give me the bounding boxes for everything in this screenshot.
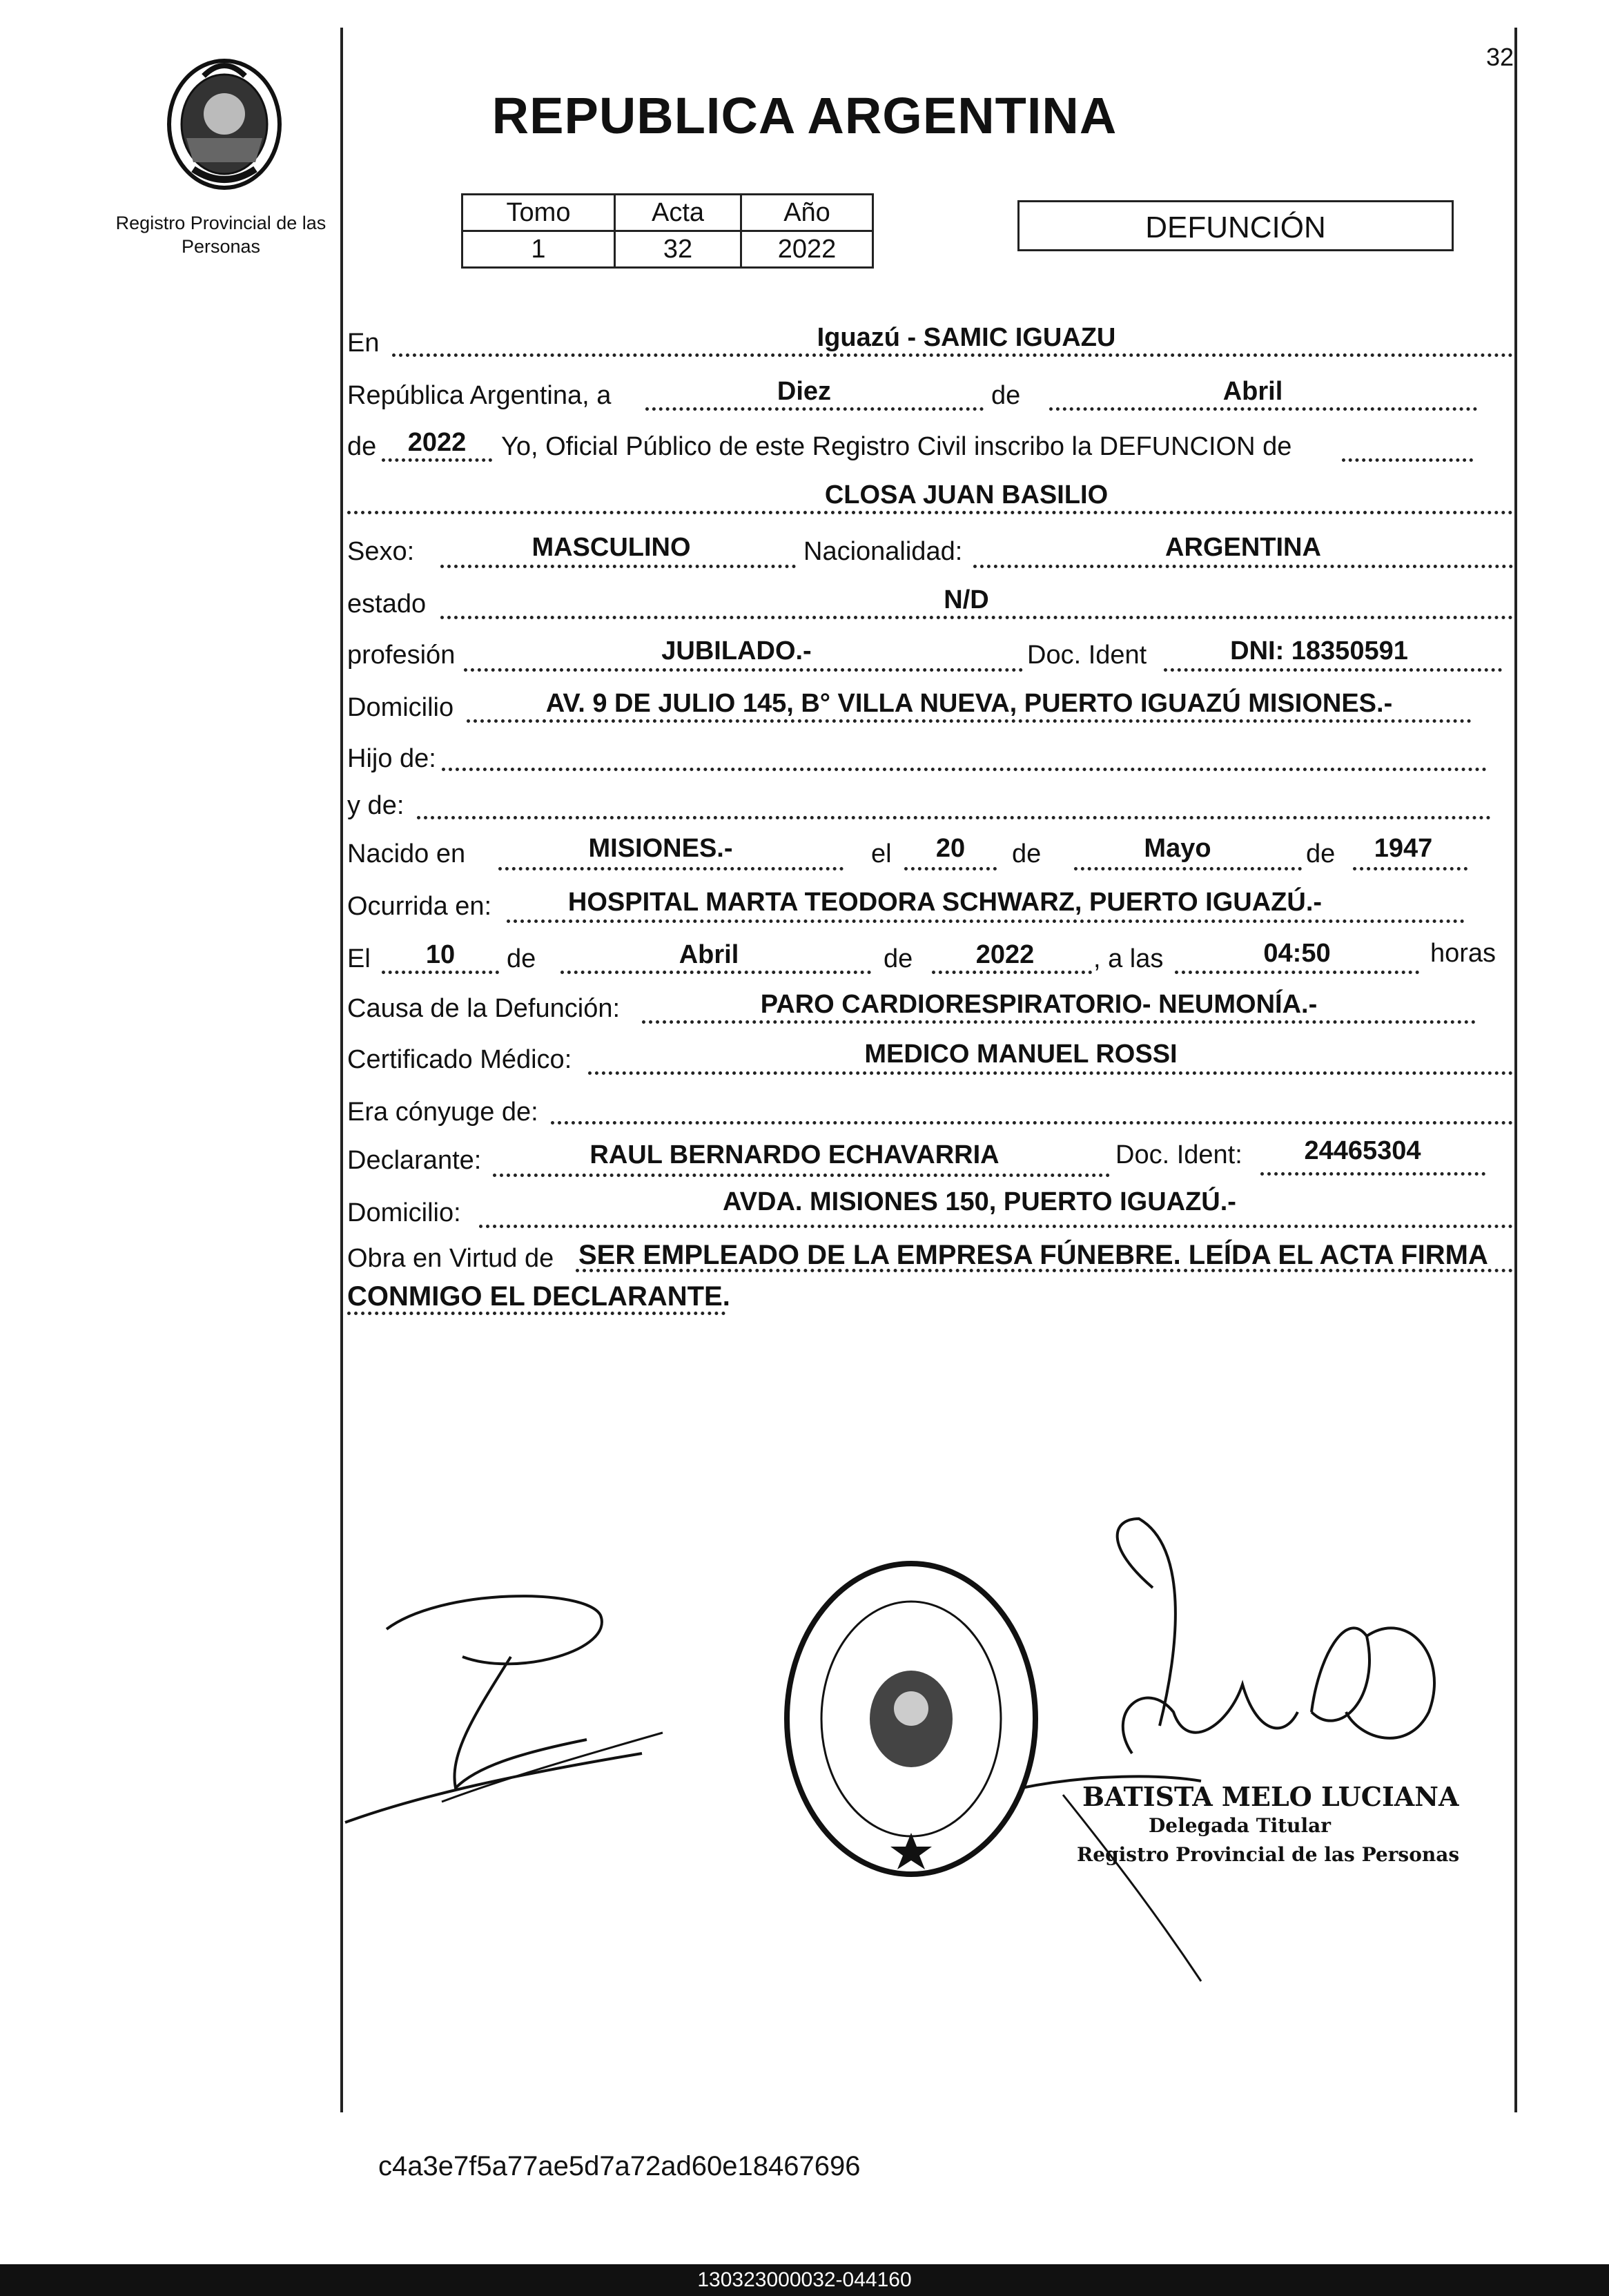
defuncion-time: 04:50	[1263, 939, 1331, 968]
conyuge-label: Era cónyuge de:	[347, 1098, 538, 1127]
page-number: 32	[1485, 43, 1514, 71]
anio-header: Año	[741, 195, 873, 231]
fecha-acta-month: Abril	[1222, 377, 1283, 406]
defuncion-month: Abril	[679, 940, 739, 969]
causa-label: Causa de la Defunción:	[347, 994, 621, 1023]
barcode-footer: 130323000032-044160	[0, 2264, 1609, 2296]
anio-de-label: de	[347, 432, 377, 461]
fecha-acta-label: República Argentina, a	[347, 381, 612, 410]
nacido-month: Mayo	[1144, 834, 1211, 863]
ocurrida-value: HOSPITAL MARTA TEODORA SCHWARZ, PUERTO IGUAZÚ.-	[567, 888, 1323, 917]
declarante-value: RAUL BERNARDO ECHAVARRIA	[589, 1140, 999, 1169]
lugar-value: Iguazú - SAMIC IGUAZU	[817, 323, 1116, 352]
declarante-doc-label: Doc. Ident:	[1115, 1140, 1242, 1169]
official-signature	[1022, 1505, 1463, 2002]
defuncion-de1-label: de	[507, 944, 536, 973]
defuncion-el-label: El	[347, 944, 371, 973]
tomo-header: Tomo	[462, 195, 615, 231]
declarante-label: Declarante:	[347, 1146, 482, 1175]
lugar-label: En	[347, 329, 380, 358]
domicilio-value: AV. 9 DE JULIO 145, B° VILLA NUEVA, PUERTO IGUAZÚ MISIONES.-	[545, 689, 1393, 718]
tomo-value: 1	[462, 231, 615, 268]
estado-value: N/D	[944, 585, 989, 614]
profesion-value: JUBILADO.-	[661, 636, 812, 665]
nacido-label: Nacido en	[347, 839, 466, 868]
ocurrida-label: Ocurrida en:	[347, 892, 492, 921]
defuncion-de2-label: de	[884, 944, 913, 973]
hijo-de-label: Hijo de:	[347, 744, 436, 773]
obra-label: Obra en Virtud de	[347, 1244, 554, 1273]
nacido-place: MISIONES.-	[588, 834, 733, 863]
nombre-value: CLOSA JUAN BASILIO	[824, 480, 1109, 509]
acta-header: Acta	[615, 195, 741, 231]
document-hash: c4a3e7f5a77ae5d7a72ad60e18467696	[378, 2151, 861, 2181]
certificado-label: Certificado Médico:	[347, 1045, 572, 1074]
anio-acta-text: Yo, Oficial Público de este Registro Civil inscribo la DEFUNCION de	[501, 432, 1292, 461]
registry-caption: Registro Provincial de las Personas	[115, 213, 326, 257]
declarante-signature	[338, 1574, 683, 1864]
official-title: Delegada Titular	[1149, 1814, 1332, 1837]
anio-value: 2022	[741, 231, 873, 268]
causa-value: PARO CARDIORESPIRATORIO- NEUMONÍA.-	[760, 990, 1318, 1019]
nacido-de1-label: de	[1012, 839, 1042, 868]
obra-value-line2: CONMIGO EL DECLARANTE.	[347, 1281, 730, 1312]
domicilio-declarante-label: Domicilio:	[347, 1198, 461, 1227]
act-type-box: DEFUNCIÓN	[1017, 200, 1454, 251]
sexo-label: Sexo:	[347, 537, 415, 566]
nacido-de2-label: de	[1306, 839, 1336, 868]
registry-stamp	[773, 1553, 1049, 1885]
right-margin-line	[1514, 28, 1517, 2112]
nacionalidad-value: ARGENTINA	[1165, 533, 1321, 562]
defuncion-alas-label: , a las	[1093, 944, 1164, 973]
acta-value: 32	[615, 231, 741, 268]
nacido-day: 20	[935, 834, 966, 863]
doc-ident-label: Doc. Ident	[1027, 641, 1147, 670]
domicilio-label: Domicilio	[347, 693, 454, 722]
y-de-label: y de:	[347, 791, 404, 820]
doc-ident-value: DNI: 18350591	[1230, 636, 1408, 665]
fecha-acta-day: Diez	[777, 377, 832, 406]
estado-label: estado	[347, 590, 427, 619]
domicilio-declarante-value: AVDA. MISIONES 150, PUERTO IGUAZÚ.-	[723, 1187, 1236, 1216]
official-name: BATISTA MELO LUCIANA	[1082, 1781, 1459, 1812]
obra-value-line1: SER EMPLEADO DE LA EMPRESA FÚNEBRE. LEÍDA EL ACTA FIRMA	[578, 1240, 1488, 1270]
defuncion-year: 2022	[975, 940, 1035, 969]
certificado-value: MEDICO MANUEL ROSSI	[864, 1040, 1178, 1069]
declarante-doc-value: 24465304	[1304, 1136, 1421, 1165]
defuncion-horas-label: horas	[1430, 939, 1496, 968]
sexo-value: MASCULINO	[532, 533, 691, 562]
fecha-acta-de-label: de	[991, 381, 1021, 410]
defuncion-day: 10	[425, 940, 456, 969]
official-org: Registro Provincial de las Personas	[1077, 1843, 1460, 1866]
nacido-year: 1947	[1374, 834, 1433, 863]
profesion-label: profesión	[347, 641, 456, 670]
document-title: REPUBLICA ARGENTINA	[491, 87, 1118, 144]
nacionalidad-label: Nacionalidad:	[803, 537, 963, 566]
tomo-acta-anio-table	[461, 193, 874, 269]
nacido-el-label: el	[871, 839, 892, 868]
anio-acta-value: 2022	[407, 428, 467, 457]
